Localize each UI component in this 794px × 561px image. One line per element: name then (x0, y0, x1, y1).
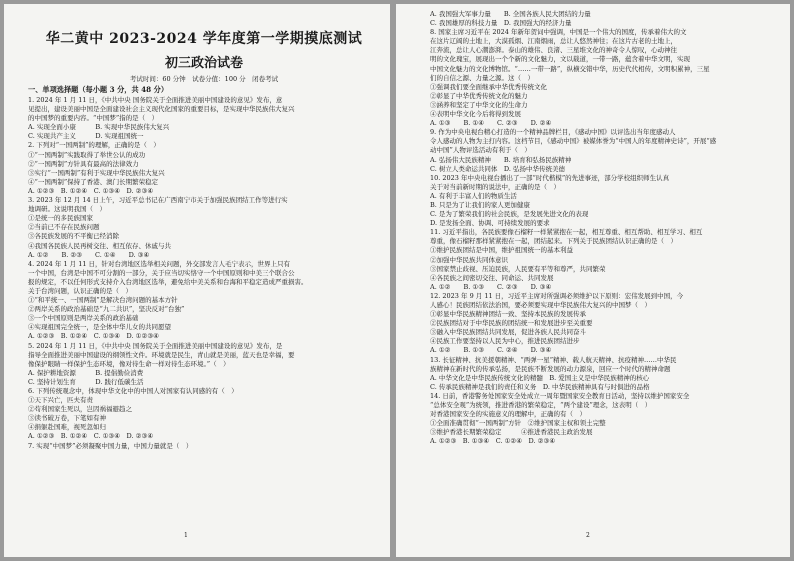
page-number: 2 (586, 532, 590, 539)
text-line: ①强调我们要全面继承中华优秀传统文化 (430, 82, 547, 91)
text-line: ②当前已不存在民族问题 (28, 223, 100, 232)
text-line: 令人感动的人物为主打内容。这档节目，《感动中国》被媒体誉为“中国人的年度精神史诗”，开展“感 (430, 137, 717, 146)
text-line: ②民族团结对于中华民族的团结统一和发展进步至关重要 (430, 319, 593, 328)
text-line: ③融入中华民族团结共同发展，促进各族人民共同奋斗 (430, 328, 586, 337)
text-line: ④各民族之间密切交往、同命运、共同发展 (430, 273, 554, 282)
text-line: ④表明中华文化今后将得到发展 (430, 110, 521, 119)
section-heading: 一、单项选择题（每小题 3 分，共 48 分） (28, 85, 169, 94)
text-line: ②彰显了中华优秀传统文化的魅力 (430, 91, 528, 100)
text-line: A. 保护耕地资源 B. 提倡勤俭消费 (28, 368, 144, 377)
text-line: 13. 长征精神、抗美援朝精神、“两弹一星”精神、载人航天精神、抗疫精神……中华民 (430, 355, 677, 364)
page-2-text (430, 10, 780, 447)
text-line: A. ①②③ B. ①②④ C. ①③④ D. ②③④ (28, 186, 154, 195)
text-line: 动中国”人物评选活动有利于（ ） (430, 146, 531, 155)
text-line: 一个中国，台湾是中国不可分割的一部分，关于应当切实恪守一个中国原则和中美三个联合公 (28, 268, 295, 277)
text-line: 在这片辽阔的土地上，大漠孤烟、江南烟雨，总让人悠然神往；在这片古老的土地上， (430, 37, 677, 46)
exam-subtitle: 初三政治试卷 (164, 56, 243, 71)
text-line: 6. 下列传统观念中，体现中华文化中的中国人对国家有认同感的有（ ） (28, 387, 238, 395)
text-line: A. 有利于丰富人们的物质生活 (430, 191, 517, 200)
text-line: ①彰显中华民族精神团结一致、坚持本民族的发展传承 (430, 310, 586, 319)
text-line: 们的自信之源、力量之源。这（ ） (430, 73, 534, 82)
exam-title: 华二黄中 2023-2024 学年度第一学期摸底测试 (45, 31, 363, 47)
text-line: ②加强中华民族共同体意识 (430, 255, 508, 264)
text-line: ③国家禁止歧视、压迫民族，人民要有平等和尊严，共同繁荣 (430, 264, 606, 273)
text-line: 江奔流，总让人心潮澎湃。泰山的雄伟、良渚、三星堆文化的神奇令人惊叹，心动神往 (430, 46, 677, 55)
text-line: 的中国梦的重要内容。“中国梦”指的是（ ） (28, 114, 159, 123)
text-line: ①维护民族团结是中国，维护祖国统一的基本利益 (430, 246, 573, 255)
text-line: ④我国各民族人民再树交往、相互依存、休戚与共 (28, 241, 171, 250)
text-line: 地调研。这说明我国（ ） (28, 205, 106, 214)
text-line: 9. 作为中央电视台精心打造的一个精神品牌栏目，《感动中国》以评选出当年度感动人 (430, 128, 676, 137)
text-line: 报的规定，不以任何形式支持介入台湾地区选举，避免给中美关系和台海和平稳定造成严重损害。 (28, 277, 308, 286)
text-line: ③涵养和坚定了中华文化的生命力 (430, 100, 528, 109)
text-line: ④民族工作要坚持以人民为中心，推进民族团结进步 (430, 337, 580, 346)
text-line: 中国文化魅力的文化博物馆。“……一带一路”，纵横交错中华，历史代代相传，文明积累神，三星 (430, 64, 710, 73)
page-1-text (28, 96, 380, 451)
text-line: 尊重，像石榴籽那样紧紧抱在一起，团结起来。下列关于民族团结认识正确的是（ ） (430, 237, 677, 246)
text-line: ①天下兴亡，匹夫有责 (28, 396, 93, 405)
exam-meta: 考试时间：60 分钟 试卷分值：100 分 闭卷考试 (129, 75, 279, 83)
text-line: A. ①③ B. ①④ C. ②③ D. ②④ (430, 119, 552, 128)
text-line: ③一个中国原则是两岸关系的政治基础 (28, 314, 139, 323)
text-line: A. 实现全面小康 B. 实现中华民族伟大复兴 (28, 123, 170, 132)
text-line: A. 中华文化是中华民族传统文化的精髓 B. 爱国主义是中华民族精神的核心 (430, 373, 650, 382)
text-line: ③各民族发展的不平衡已经消除 (28, 232, 119, 241)
text-line: ①“一国两制”实践取得了举世公认的成功 (28, 150, 146, 159)
text-line: 3. 2023 年 12 月 14 日上午，习近平总书记在广西南宁市关于加强民族团结工作等进行实 (28, 196, 288, 205)
text-line: 关于台湾问题，认识正确的是（ ） (28, 286, 132, 295)
text-line: 1. 2024 年 1 月 11 日，《中共中央 国务院关于全面推进美丽中国建设的意见》发布，意 (28, 96, 283, 104)
text-line: 7. 实现“中国梦”必须凝聚中国力量，中国力量就是（ ） (28, 441, 193, 450)
text-line: 人感心！民族团结依法治国，要必须要实现中华民族伟大复兴的中国梦（ ） (430, 301, 651, 309)
page-number: 1 (184, 532, 188, 539)
text-line: 10. 2023 年中央电视台播出了一部“时代楷模”的先进事迹，部分学校组织师生认真 (430, 173, 670, 182)
text-line: 像保护眼睛一样保护生态环境，像对待生命一样对待生态环境。”（ ） (28, 359, 230, 368)
text-line: A. ①② B. ②③ C. ①④ D. ③④ (28, 250, 150, 259)
text-line: A. ①②③ B. ①③④ C. ①②④ D. ②③④ (430, 437, 556, 446)
text-line: 关于对当前新时期的说法中，正确的是（ ） (430, 182, 560, 191)
text-line: B. 只是为了让我们的家人更加健康 (430, 200, 530, 209)
text-line: 2. 下列对“一国两制”的理解，正确的是（ ） (28, 141, 160, 150)
text-line: C. 我国雄厚的科技力量 D. 我国强大的经济力量 (430, 19, 572, 28)
text-line: ②苟利国家生死以，岂因祸福避趋之 (28, 405, 132, 414)
exam-page-2 (396, 4, 790, 557)
text-line: A. 我国强大军事力量 B. 全国各族人民大团结的力量 (430, 10, 591, 18)
text-line: ③维护香港长期繁荣稳定 ④推进香港民主政治发展 (430, 428, 593, 437)
text-line: 对香港国家安全的实施意义的理解中，正确的有（ ） (430, 410, 586, 419)
text-line: 族精神在新时代的传承弘扬，是民族不断发展的动力源泉，回应一个时代的精神命题 (430, 364, 671, 373)
text-line: 4. 2024 年 1 月 11 日，针对台湾地区选举相关问题，外交部发言人毛宁表示，世界上只有 (28, 259, 291, 268)
text-line: 5. 2024 年 1 月 11 日，《中共中央 国务院关于全面推进美丽中国建设的意见》发布，是 (28, 341, 283, 350)
text-line: ②两岸关系的政治基础是“九二共识”，坚决反对“台独” (28, 305, 185, 314)
text-line: ③读书破万卷，下笔如有神 (28, 414, 106, 423)
text-line: 8. 国家主席习近平在 2024 年新年贺词中强调，中国是一个伟大的国度，传承着伟大的文 (430, 28, 687, 37)
text-line: 明的文化瑰宝，展现出一个个新的文化魅力，文以载道，一带一路，蕴含着中华文明，实现 (430, 55, 690, 64)
text-line: ①“和平统一、一国两制”是解决台湾问题的基本方针 (28, 296, 178, 305)
text-line: C. 是为了繁荣我们的社会民族，是发展先进文化的表现 (430, 210, 589, 219)
text-line: ④实现祖国完全统一，是全体中华儿女的共同愿望 (28, 323, 171, 332)
text-line: ③实行“一国两制”有利于实现中华民族伟大复兴 (28, 168, 165, 177)
text-line: 12. 2023 年 9 月 11 日，习近平主席对所强调必须维护以下原则：宏伟发展到中国，今 (430, 291, 684, 300)
text-line: A. 弘扬伟大民族精神 B. 培育和弘扬民族精神 (430, 155, 572, 164)
text-line: ①全面准确贯彻“一国两制”方针 ②维护国家主权和领土完整 (430, 419, 606, 428)
text-line: ②“一国两制”方针具有最高的法律效力 (28, 159, 139, 168)
text-line: D. 是发扬全面、协调、可持续发展的要求 (430, 219, 550, 228)
text-line: ①是统一的多民族国家 (28, 214, 93, 223)
text-line: C. 传承民族精神是我们的责任和义务 D. 中华民族精神具有与时俱进的品格 (430, 382, 650, 391)
text-line: 指导全面推进美丽中国建设的纲领性文件。环境就是民生，青山就是美丽，蓝天也是幸福，要 (28, 350, 295, 359)
text-line: ④“一国两制”保持了香港、澳门长期繁荣稳定 (28, 177, 159, 186)
exam-page-1 (4, 4, 390, 557)
text-line: 见提出，建设美丽中国是全面建设社会主义现代化国家的重要目标，是实现中华民族伟大复兴 (28, 105, 295, 114)
text-line: A. ①② B. ①③ C. ②④ D. ③④ (430, 346, 552, 355)
text-line: A. ①② B. ①③ C. ②③ D. ③④ (430, 282, 552, 291)
text-line: A. ①②③ B. ①②④ C. ①③④ D. ①②③④ (28, 332, 159, 341)
text-line: A. ①②③ B. ①②④ C. ①③④ D. ②③④ (28, 432, 154, 441)
text-line: ④捐躯赴国难，视死忽如归 (28, 423, 106, 432)
text-line: 14. 日前，香港警务处国家安全处成立一周年暨国家安全教育日活动，坚持以维护国家安全 (430, 391, 690, 400)
text-line: 11. 习近平指出，各民族要像石榴籽一样紧紧抱在一起，相互尊重、相互帮助、相互学习、相互 (430, 228, 703, 237)
text-line: “总体安全观”为统领，推进香港的繁荣稳定，“两个建设”理念，这表明（ ） (430, 401, 652, 410)
text-line: C. 树立人类命运共同体 D. 弘扬中华传统美德 (430, 164, 565, 173)
text-line: C. 实现共产主义 D. 实现祖国统一 (28, 132, 144, 141)
text-line: C. 坚持计划生育 D. 践行低碳生活 (28, 377, 144, 386)
